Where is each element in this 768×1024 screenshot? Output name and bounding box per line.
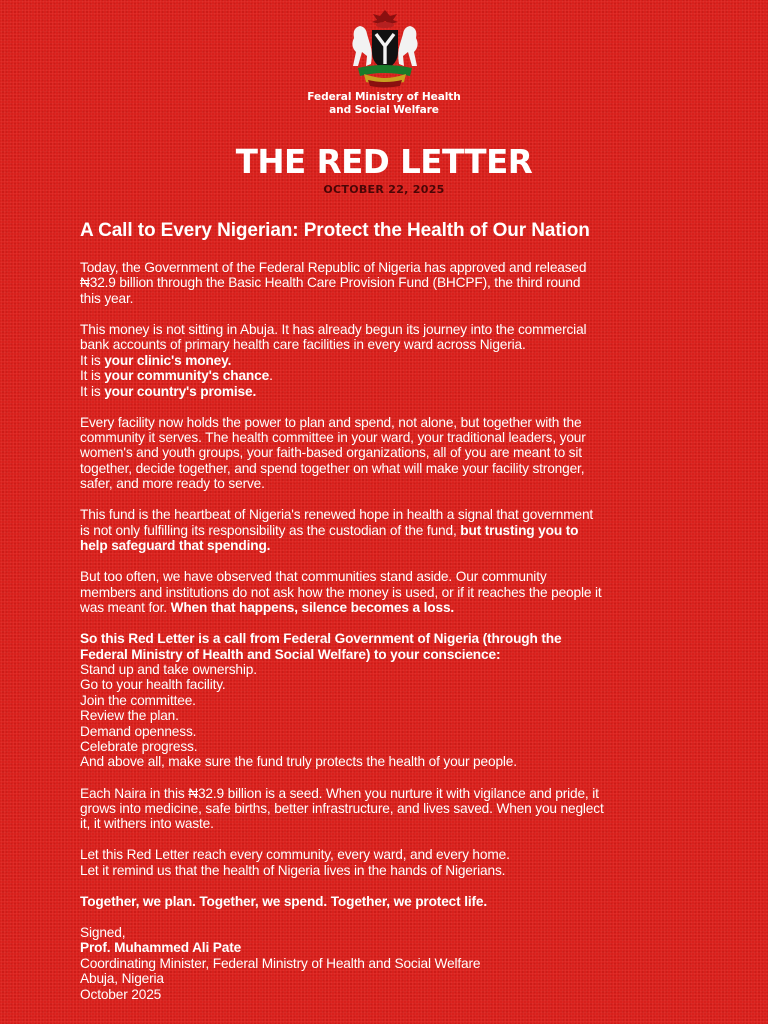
text-line: members and institutions do not ask how the money is used, or if it reaches the people it bbox=[80, 584, 602, 600]
text-line: This fund is the heartbeat of Nigeria's renewed hope in health a signal that government bbox=[80, 507, 594, 523]
action-item: Celebrate progress. bbox=[80, 739, 198, 754]
text-line: So this Red Letter is a call from Federal Government of Nigeria (through the bbox=[80, 631, 562, 647]
letter-title: THE RED LETTER bbox=[235, 143, 533, 181]
text-line: It is your country's promise. bbox=[80, 383, 257, 399]
text-line: is not only fulfilling its responsibility as the custodian of the fund, but trusting you to bbox=[80, 522, 579, 538]
text-line: it, it withers into waste. bbox=[80, 816, 214, 832]
headline: A Call to Every Nigerian: Protect the Health of Our Nation bbox=[80, 220, 590, 241]
text-line: help safeguard that spending. bbox=[80, 538, 271, 554]
action-item: And above all, make sure the fund truly protects the health of your people. bbox=[80, 754, 517, 770]
letter-date: OCTOBER 22, 2025 bbox=[323, 183, 445, 196]
paragraph-intro bbox=[80, 260, 710, 306]
paragraph-facility bbox=[80, 415, 710, 492]
text-line: But too often, we have observed that communities stand aside. Our community bbox=[80, 569, 547, 585]
text-line: Federal Ministry of Health and Social Welfare) to your conscience: bbox=[80, 646, 501, 662]
text-line: this year. bbox=[80, 290, 134, 306]
paragraph-heartbeat bbox=[80, 507, 710, 553]
text-line: bank accounts of primary health care facilities in every ward across Nigeria. bbox=[80, 337, 526, 353]
slogan: Together, we plan. Together, we spend. Together, we protect life. bbox=[80, 893, 488, 909]
text-line: Today, the Government of the Federal Republic of Nigeria has approved and released bbox=[80, 260, 587, 275]
text-line: community it serves. The health committee in your ward, your traditional leaders, your bbox=[80, 430, 586, 446]
text-line: It is your clinic's money. bbox=[80, 352, 232, 368]
text-line: Each Naira in this ₦32.9 billion is a seed. When you nurture it with vigilance and pride, it bbox=[80, 785, 599, 801]
signatory-role: Coordinating Minister, Federal Ministry of Health and Social Welfare bbox=[80, 955, 481, 971]
action-item: Join the committee. bbox=[80, 692, 196, 708]
paragraph-reach bbox=[80, 847, 710, 878]
ministry-name bbox=[234, 91, 534, 116]
signatory-name: Prof. Muhammed Ali Pate bbox=[80, 940, 242, 956]
action-item: Stand up and take ownership. bbox=[80, 661, 257, 677]
action-item: Go to your health facility. bbox=[80, 677, 226, 693]
letter-body bbox=[80, 260, 710, 1002]
text-line: Let it remind us that the health of Nigeria lives in the hands of Nigerians. bbox=[80, 862, 506, 878]
action-item: Demand openness. bbox=[80, 723, 197, 739]
text-line: Let this Red Letter reach every community, every ward, and every home. bbox=[80, 847, 510, 863]
text-line: women's and youth groups, your faith-based organizations, all of you are meant to sit bbox=[80, 445, 582, 461]
ministry-line-2: and Social Welfare bbox=[329, 103, 439, 116]
action-item: Review the plan. bbox=[80, 708, 179, 724]
text-line: safer, and more ready to serve. bbox=[80, 476, 265, 492]
text-line: ₦32.9 billion through the Basic Health Care Provision Fund (BHCPF), the third round bbox=[80, 275, 581, 291]
text-line: It is your community's chance. bbox=[80, 368, 273, 384]
text-line: grows into medicine, safe births, better infrastructure, and lives saved. When you neglect bbox=[80, 800, 604, 816]
paragraph-silence bbox=[80, 569, 710, 615]
text-line: Every facility now holds the power to plan and spend, not alone, but together with the bbox=[80, 414, 582, 430]
signed-label: Signed, bbox=[80, 925, 126, 940]
paragraph-money bbox=[80, 322, 710, 399]
ministry-line-1: Federal Ministry of Health bbox=[307, 91, 461, 103]
text-line: This money is not sitting in Abuja. It has already begun its journey into the commercial bbox=[80, 321, 587, 337]
signature-block bbox=[80, 925, 710, 1002]
text-line: together, decide together, and spend together on what will make your facility stronger, bbox=[80, 460, 585, 476]
signature-date: October 2025 bbox=[80, 986, 162, 1002]
paragraph-seed bbox=[80, 786, 710, 832]
text-line: was meant for. When that happens, silence becomes a loss. bbox=[80, 600, 455, 616]
coat-of-arms-icon bbox=[340, 8, 430, 90]
paragraph-call bbox=[80, 631, 710, 770]
signatory-place: Abuja, Nigeria bbox=[80, 971, 164, 987]
